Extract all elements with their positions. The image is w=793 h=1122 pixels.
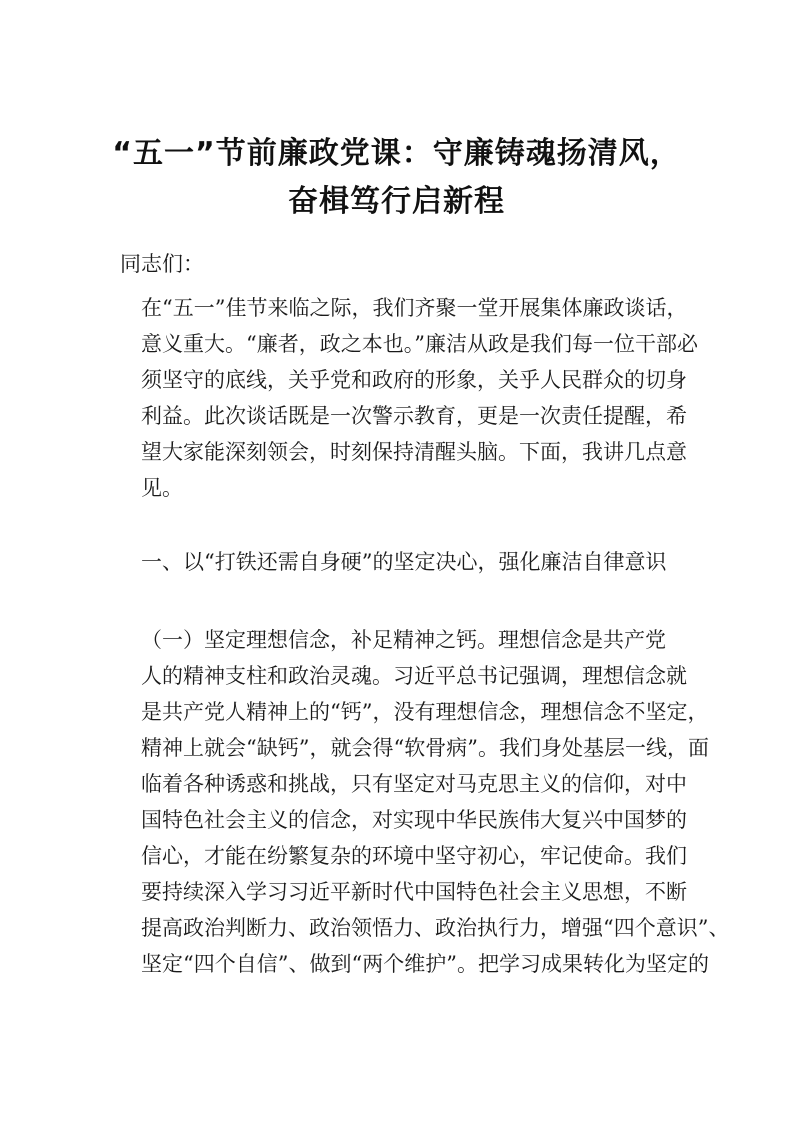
document-title-line-2: 奋楫笃行启新程 [288, 184, 505, 219]
subsection-paragraph-line: 是共产党人精神上的“钙”，没有理想信念，理想信念不坚定， [141, 700, 709, 724]
section-heading-1: 一、以“打铁还需自身硬”的坚定决心，强化廉洁自律意识 [141, 550, 667, 574]
subsection-paragraph-line: 提高政治判断力、政治领悟力、政治执行力，增强“四个意识”、 [141, 916, 730, 940]
intro-paragraph-line: 见。 [141, 476, 183, 500]
subsection-paragraph-line: 要持续深入学习习近平新时代中国特色社会主义思想，不断 [141, 880, 687, 904]
subsection-paragraph-line: 国特色社会主义的信念，对实现中华民族伟大复兴中国梦的 [141, 808, 687, 832]
subsection-paragraph-line: （一）坚定理想信念，补足精神之钙。理想信念是共产党 [141, 628, 666, 652]
intro-paragraph-line: 意义重大。“廉者，政之本也。”廉洁从政是我们每一位干部必 [141, 332, 698, 356]
greeting: 同志们： [120, 252, 204, 276]
subsection-paragraph-1 [120, 622, 730, 982]
intro-paragraph-line: 利益。此次谈话既是一次警示教育，更是一次责任提醒，希 [141, 404, 687, 428]
subsection-paragraph-line: 临着各种诱惑和挑战，只有坚定对马克思主义的信仰，对中 [141, 772, 687, 796]
document-title-line-1: “五一”节前廉政党课：守廉铸魂扬清风， [112, 136, 681, 171]
intro-paragraph-line: 在“五一”佳节来临之际，我们齐聚一堂开展集体廉政谈话， [141, 296, 688, 320]
subsection-paragraph-line: 精神上就会“缺钙”，就会得“软骨病”。我们身处基层一线，面 [141, 736, 709, 760]
subsection-paragraph-line: 信心，才能在纷繁复杂的环境中坚守初心，牢记使命。我们 [141, 844, 687, 868]
intro-paragraph [120, 290, 698, 506]
intro-paragraph-line: 望大家能深刻领会，时刻保持清醒头脑。下面，我讲几点意 [141, 440, 687, 464]
intro-paragraph-line: 须坚守的底线，关乎党和政府的形象，关乎人民群众的切身 [141, 368, 687, 392]
subsection-paragraph-line: 坚定“四个自信”、做到“两个维护”。把学习成果转化为坚定的 [141, 952, 709, 976]
subsection-paragraph-line: 人的精神支柱和政治灵魂。习近平总书记强调，理想信念就 [141, 664, 687, 688]
